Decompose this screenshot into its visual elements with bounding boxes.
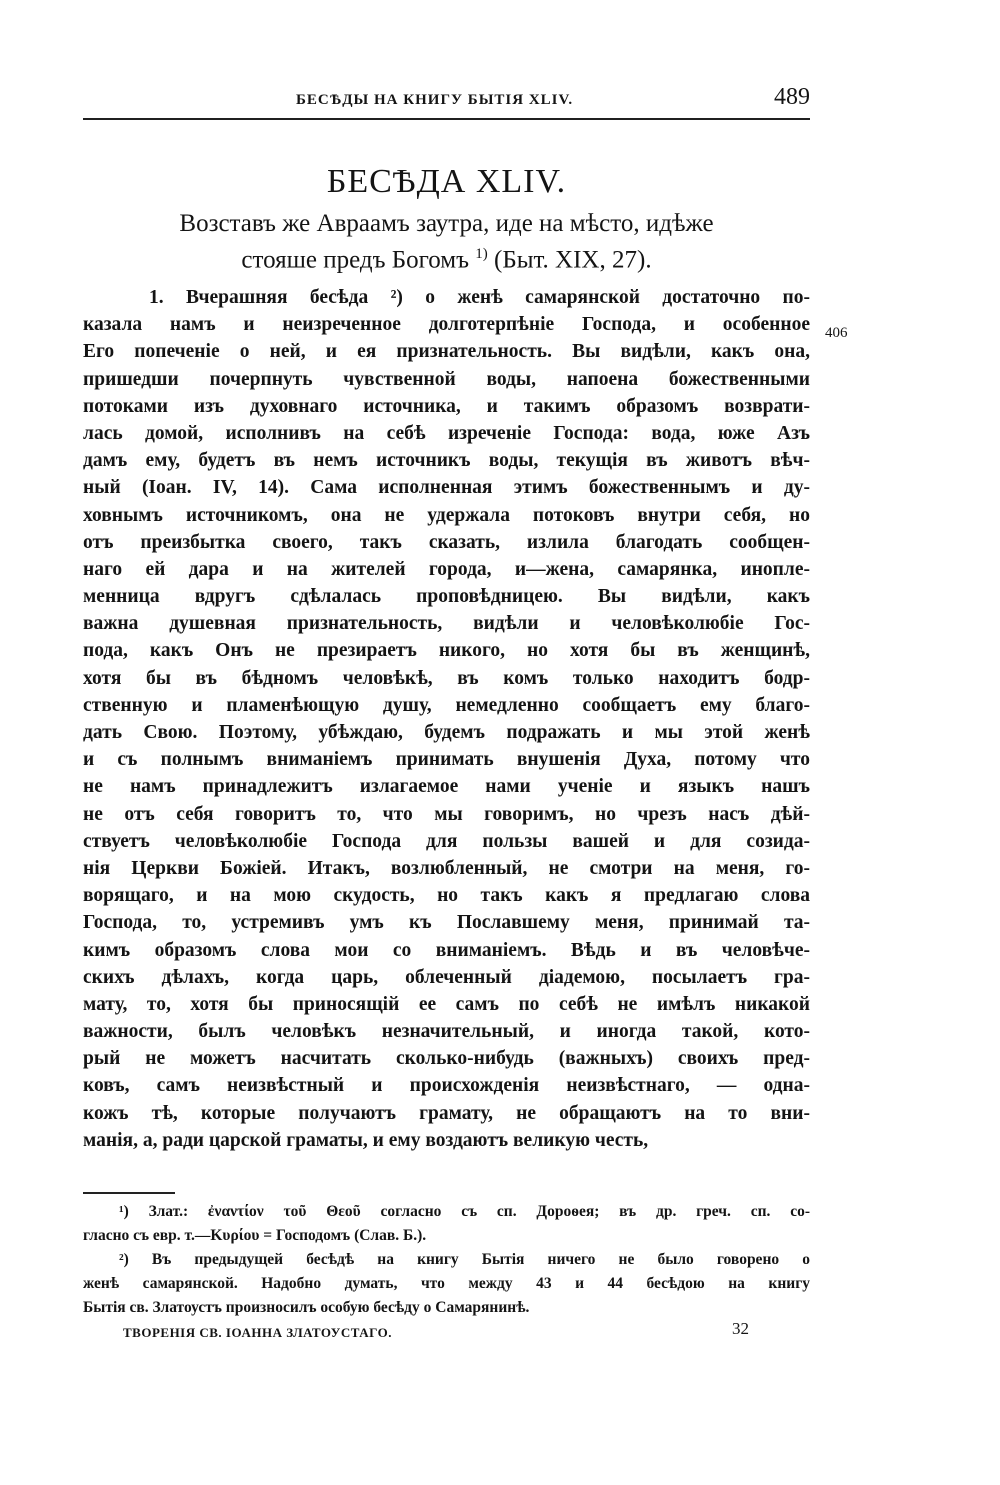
body-line: ствуетъ человѣколюбіе Господа для пользы вашей и для созида- xyxy=(83,830,810,852)
epigraph-line-1: Возставъ же Авраамъ заутра, иде на мѣсто, идѣже xyxy=(179,210,714,237)
body-line: ховнымъ источникомъ, она не удержала потоковъ внутри себя, но xyxy=(83,504,810,526)
body-line: ворящаго, и на мою скудость, но такъ какъ я предлагаю слова xyxy=(83,885,810,907)
body-line: и съ полнымъ вниманіемъ принимать внушенія Духа, потому что xyxy=(83,749,810,771)
body-line: менница вдругъ сдѣлалась проповѣдницею. Вы видѣли, какъ xyxy=(83,586,810,608)
epigraph-line-2 xyxy=(83,239,810,275)
body-line: кожъ тѣ, которые получаютъ грамату, не обращаютъ на то вни- xyxy=(83,1102,810,1124)
body-line: дать Свою. Поэтому, убѣждаю, будемъ подражать и мы этой женѣ xyxy=(83,722,810,743)
body-line: мату, то, хотя бы приносящій ее самъ по себѣ не имѣлъ никакой xyxy=(83,993,810,1015)
body-line: скихъ дѣлахъ, когда царь, облеченный діадемою, посылаетъ гра- xyxy=(83,966,810,988)
body-line: Господа, то, устремивъ умъ къ Пославшему меня, принимай та- xyxy=(83,912,810,934)
running-header xyxy=(83,84,810,120)
body-line: кимъ образомъ слова мои со вниманіемъ. Вѣдь и въ человѣче- xyxy=(83,939,810,961)
body-line: манія, а, ради царской граматы, и ему воздаютъ великую честь, xyxy=(83,1129,649,1151)
footnote-line: ¹) Злат.: ἐναντίον τοῦ Θεοῦ согласно съ сп. Дороѳея; въ др. греч. сп. со- xyxy=(119,1203,810,1220)
epigraph-footnote-marker: 1) xyxy=(475,246,488,262)
body-line: ственную и пламенѣющую душу, немедленно сообщаетъ ему благо- xyxy=(83,694,810,716)
footnote-line: гласно съ евр. т.—Κυρίου = Господомъ (Слав. Б.). xyxy=(83,1227,427,1244)
footnote-line: ²) Въ предыдущей бесѣдѣ на книгу Бытія ничего не было говорено о xyxy=(119,1251,810,1268)
body-line: не намъ принадлежитъ излагаемое нами ученіе и языкъ нашъ xyxy=(83,776,810,798)
footnotes xyxy=(83,1200,810,1320)
body-line: не отъ себя говоритъ то, что мы говоримъ, но чрезъ насъ дѣй- xyxy=(83,803,810,825)
epigraph-reference: (Быт. XIX, 27). xyxy=(487,246,652,274)
body-line: Его попеченіе о ней, и ея признательность. Вы видѣли, какъ она, xyxy=(83,341,810,363)
margin-number: 406 xyxy=(825,325,848,341)
body-line: 1. Вчерашняя бесѣда ²) о женѣ самарянской достаточно по- xyxy=(149,287,810,308)
body-line: важна душевная признательность, видѣли и человѣколюбіе Гос- xyxy=(83,613,810,635)
printer-signature: ТВОРЕНІЯ СВ. ІОАННА ЗЛАТОУСТАГО. xyxy=(123,1325,392,1340)
body-line: лась домой, исполнивъ на себѣ изреченіе Господа: вода, юже Азъ xyxy=(83,422,810,444)
body-line: ковъ, самъ неизвѣстный и происхожденія неизвѣстнаго, — одна- xyxy=(83,1075,810,1097)
page-number: 489 xyxy=(774,84,810,110)
footnote-line: Бытія св. Златоустъ произносилъ особую бесѣду о Самарянинѣ. xyxy=(83,1299,530,1316)
body-line: казала намъ и неизреченное долготерпѣніе Господа, и особенное xyxy=(83,314,810,336)
body-line: пода, какъ Онъ не презираетъ никого, но хотя бы въ женщинѣ, xyxy=(83,640,810,662)
body-line: важности, былъ человѣкъ незначительный, и иногда такой, кото- xyxy=(83,1021,810,1043)
body-text xyxy=(83,284,810,1154)
body-line: пришедши почерпнуть чувственной воды, напоена божественными xyxy=(83,368,810,390)
body-line: отъ преизбытка своего, такъ сказать, излила благодать сообщен- xyxy=(83,531,810,553)
body-line: ный (Іоан. IV, 14). Сама исполненная этимъ божественнымъ и ду- xyxy=(83,477,810,499)
body-line: наго ей дара и на жителей города, и—жена, самарянка, иноплe- xyxy=(83,558,810,580)
body-line: рый не можетъ насчитать сколько-нибудь (важныхъ) своихъ пред- xyxy=(83,1048,810,1070)
body-line: хотя бы въ бѣдномъ человѣкѣ, въ комъ только находитъ бодр- xyxy=(83,667,810,689)
signature-number: 32 xyxy=(732,1319,749,1338)
epigraph-text: стояше предъ Богомъ xyxy=(241,246,476,274)
footnote-rule xyxy=(83,1192,175,1194)
running-title: БЕСѢДЫ НА КНИГУ БЫТІЯ XLIV. xyxy=(296,92,574,108)
body-line: нія Церкви Божіей. Итакъ, возлюбленный, не смотри на меня, го- xyxy=(83,857,810,879)
footnote-line: женѣ самарянской. Надобно думать, что между 43 и 44 бесѣдою на книгу xyxy=(83,1275,810,1292)
body-line: дамъ ему, будетъ въ немъ источникъ воды, текущія въ животъ вѣч- xyxy=(83,450,810,472)
epigraph xyxy=(83,208,810,275)
body-line: потоками изъ духовнаго источника, и такимъ образомъ возврати- xyxy=(83,395,810,417)
homily-title: БЕСѢДА XLIV. xyxy=(326,163,567,200)
